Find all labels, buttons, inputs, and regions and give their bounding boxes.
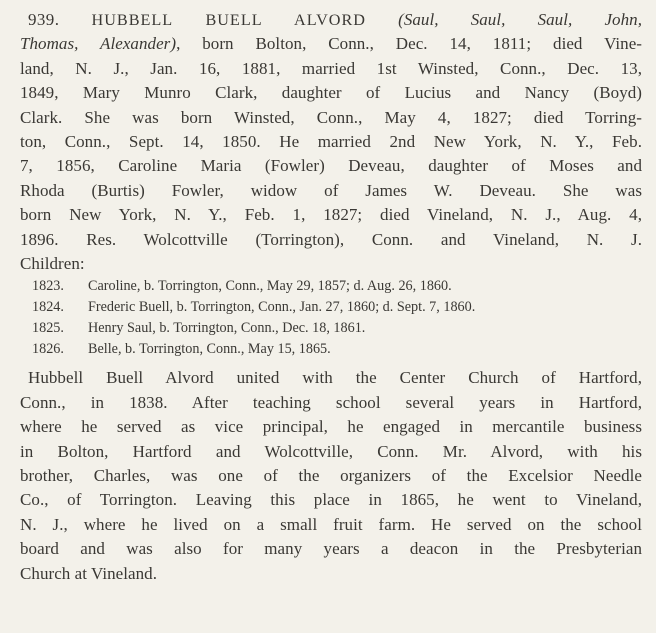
child-number: 1824. [32, 299, 64, 316]
children-list [20, 276, 642, 359]
child-text: Caroline, b. Torrington, Conn., May 29, 1857; d. Aug. 26, 1860. [88, 278, 452, 295]
list-item [20, 318, 642, 339]
child-text: Frederic Buell, b. Torrington, Conn., Jan. 27, 1860; d. Sept. 7, 1860. [88, 299, 476, 316]
child-text: Henry Saul, b. Torrington, Conn., Dec. 18, 1861. [88, 319, 366, 336]
child-number: 1825. [32, 319, 64, 336]
entry-name: HUBBELL BUELL ALVORD [91, 11, 366, 29]
entry-ancestry-part-1: (Saul, Saul, Saul, John, [398, 10, 642, 29]
entry-line: Rhoda (Burtis) Fowler, widow of James W. Deveau. She was [20, 180, 642, 200]
paragraph-line: board and was also for many years a deacon in the Presbyterian [20, 539, 642, 559]
paragraph-line: in Bolton, Hartford and Wolcottville, Conn. Mr. Alvord, with his [20, 441, 642, 461]
paragraph-line: Co., of Torrington. Leaving this place in 1865, he went to Vineland, [20, 490, 642, 510]
paragraph-line: where he served as vice principal, he engaged in mercantile business [20, 417, 642, 437]
entry-line [20, 32, 642, 56]
entry-line: ton, Conn., Sept. 14, 1850. He married 2nd New York, N. Y., Feb. [20, 132, 642, 152]
list-item [20, 339, 642, 360]
entry-line: Clark. She was born Winsted, Conn., May 4, 1827; died Torring- [20, 107, 642, 127]
list-item [20, 276, 642, 297]
entry-line: 1849, Mary Munro Clark, daughter of Lucius and Nancy (Boyd) [20, 83, 642, 103]
entry-number: 939. [28, 10, 60, 29]
list-item [20, 297, 642, 318]
entry-first-line [20, 8, 642, 32]
children-heading: Children: [20, 254, 85, 274]
entry-ancestry-part-2: Thomas, Alexander) [20, 34, 177, 54]
paragraph-line: Hubbell Buell Alvord united with the Center Church of Hartford, [28, 368, 642, 388]
paragraph-line: N. J., where he lived on a small fruit farm. He served on the school [20, 514, 642, 534]
paragraph-line: brother, Charles, was one of the organizers of the Excelsior Needle [20, 465, 642, 485]
child-number: 1823. [32, 278, 64, 295]
paragraph-line: Conn., in 1838. After teaching school several years in Hartford, [20, 392, 642, 412]
entry-line: born New York, N. Y., Feb. 1, 1827; died Vineland, N. J., Aug. 4, [20, 205, 642, 225]
entry-line: 7, 1856, Caroline Maria (Fowler) Deveau, daughter of Moses and [20, 156, 642, 176]
child-number: 1826. [32, 340, 64, 357]
genealogy-entry [20, 8, 642, 276]
entry-line-text: , born Bolton, Conn., Dec. 14, 1811; died Vine- [176, 34, 642, 54]
biography-paragraph [20, 366, 642, 586]
child-text: Belle, b. Torrington, Conn., May 15, 1865. [88, 340, 331, 357]
entry-line: 1896. Res. Wolcottville (Torrington), Conn. and Vineland, N. J. [20, 229, 642, 249]
entry-line: land, N. J., Jan. 16, 1881, married 1st Winsted, Conn., Dec. 13, [20, 58, 642, 78]
paragraph-line: Church at Vineland. [20, 563, 157, 583]
